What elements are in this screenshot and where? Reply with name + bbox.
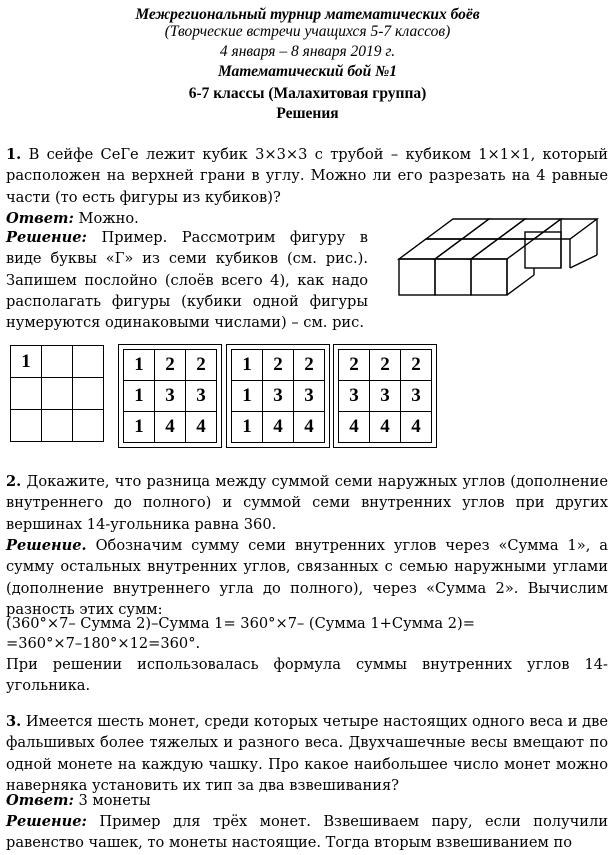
layer-2-cell: 3 — [186, 381, 217, 412]
layer-2-cell: 1 — [124, 412, 155, 443]
layer-3-cell: 1 — [232, 381, 263, 412]
layer-4-cell: 2 — [339, 350, 370, 381]
layer-2-cell: 1 — [124, 350, 155, 381]
layer-1-cell — [73, 346, 104, 378]
layer-4-grid — [333, 344, 437, 448]
layer-4-cell: 2 — [401, 350, 432, 381]
problem-2-question: 2. Докажите, что разница между суммой семи наружных углов (дополнение внутреннего до полного) и суммой семи внутренних углов при других вершинах 14-угольника равна 360. — [6, 473, 609, 533]
layer-1-cell — [42, 378, 73, 410]
layer-4-cell: 2 — [370, 350, 401, 381]
layer-3-cell: 1 — [232, 350, 263, 381]
layer-4-cell: 4 — [370, 412, 401, 443]
layer-1-cell: 1 — [11, 346, 42, 378]
problem-2-formula-1: (360°×7– Сумма 2)–Сумма 1= 360°×7– (Сумма 1+Сумма 2)= — [6, 615, 475, 632]
layer-3-grid — [226, 344, 330, 448]
layer-2-cell: 2 — [186, 350, 217, 381]
layer-4-cell: 4 — [339, 412, 370, 443]
problem-1-solution: Решение: Пример. Рассмотрим фигуру в виде буквы «Г» из семи кубиков (см. рис.). Запишем послойно (слоёв всего 4), как надо располагать фигуры (кубики одной фигуры нумеруются одинаковыми числами) – см. рис. — [6, 229, 368, 332]
problem-2-solution: Решение. Обозначим сумму семи внутренних углов через «Сумма 1», а сумму остальных внутренних углов, связанных с семью наружными углами (дополнение внутреннего угла до полного), через «Сумма 2». Вычислим разность этих сумм: — [6, 537, 609, 618]
layer-4-cell: 3 — [401, 381, 432, 412]
layer-4-cell: 4 — [401, 412, 432, 443]
layer-3-cell: 4 — [294, 412, 325, 443]
layer-1-cell — [11, 378, 42, 410]
layer-2-cell: 4 — [155, 412, 186, 443]
layer-3-cell: 3 — [263, 381, 294, 412]
problem-1-answer: Ответ: Можно. — [6, 210, 139, 227]
solutions-title: Решения — [276, 105, 339, 122]
layer-1-cell — [73, 410, 104, 442]
battle-title: Математический бой №1 — [217, 63, 398, 80]
layer-3-cell: 1 — [232, 412, 263, 443]
layer-1-cell — [73, 378, 104, 410]
layer-3-cell: 4 — [263, 412, 294, 443]
layer-4-cell: 3 — [370, 381, 401, 412]
layer-4-cell: 3 — [339, 381, 370, 412]
problem-3-solution: Решение: Пример для трёх монет. Взвешиваем пару, если получили равенство чашек, то монеты настоящие. Тогда вторым взвешиванием по — [6, 813, 608, 852]
group-title: 6-7 классы (Малахитовая группа) — [188, 85, 427, 102]
problem-2-formula-2: =360°×7–180°×12=360°. — [6, 635, 201, 652]
problem-1-question: 1. В сейфе СеГе лежит кубик 3×3×3 с трубой – кубиком 1×1×1, который расположен на верхней грани в углу. Можно ли его разрезать на 4 равные части (то есть фигуры из кубиков)? — [6, 146, 608, 206]
layer-2-cell: 4 — [186, 412, 217, 443]
problem-3-answer: Ответ: 3 монеты — [6, 792, 151, 809]
layer-1-cell — [42, 346, 73, 378]
layer-2-cell: 2 — [155, 350, 186, 381]
layer-1-cell — [11, 410, 42, 442]
layer-3-cell: 2 — [263, 350, 294, 381]
problem-3-question: 3. Имеется шесть монет, среди которых четыре настоящих одного веса и две фальшивых более тяжелых и разного веса. Двухчашечные весы вмещают по одной монете на каждую чашку. Про какое наибольшее число монет можно наверняка установить их тип за два взвешивания? — [6, 713, 608, 794]
layer-1-grid — [10, 345, 104, 442]
tournament-subtitle: (Творческие встречи учащихся 5-7 классов) — [164, 23, 451, 40]
problem-2-conclusion: При решении использовалась формула суммы внутренних углов 14-угольника. — [6, 656, 608, 695]
layer-2-grid — [118, 344, 222, 448]
layer-1-cell — [42, 410, 73, 442]
layer-2-cell: 1 — [124, 381, 155, 412]
tournament-title: Межрегиональный турнир математических боёв — [135, 6, 480, 23]
layer-2-cell: 3 — [155, 381, 186, 412]
l-shape-cube-figure — [393, 212, 609, 310]
layer-3-cell: 2 — [294, 350, 325, 381]
layer-3-cell: 3 — [294, 381, 325, 412]
tournament-dates: 4 января – 8 января 2019 г. — [219, 43, 396, 60]
